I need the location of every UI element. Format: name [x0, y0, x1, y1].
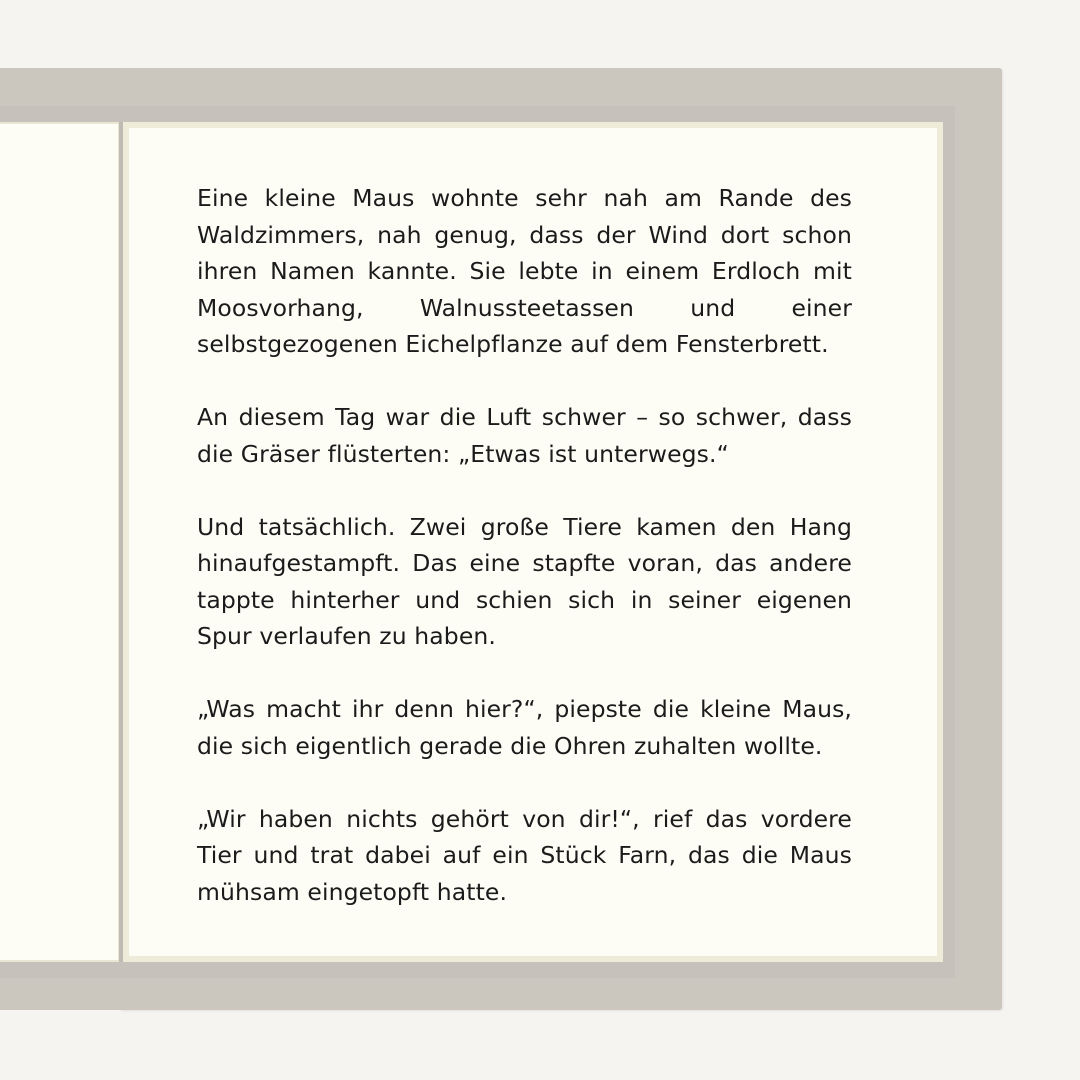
paragraph-4: „Was macht ihr denn hier?“, piepste die kleine Maus, die sich eigentlich gerade die Ohren zuhalten wollte. — [197, 695, 852, 760]
paragraph-2: An diesem Tag war die Luft schwer – so schwer, dass die Gräser flüsterten: „Etwas ist unterwegs.“ — [197, 403, 852, 468]
left-page — [0, 122, 120, 962]
paragraph-1: Eine kleine Maus wohnte sehr nah am Rande des Waldzimmers, nah genug, dass der Wind dort schon ihren Namen kannte. Sie lebte in einem Erdloch mit Moosvorhang, Walnussteetassen und einer selbstgezogenen Eichelpflanze auf dem Fensterbrett. — [197, 184, 852, 358]
story-text — [197, 180, 852, 910]
paragraph-5: „Wir haben nichts gehört von dir!“, rief das vordere Tier und trat dabei auf ein Stück Farn, das die Maus mühsam eingetopft hatte. — [197, 804, 852, 906]
paragraph-3: Und tatsächlich. Zwei große Tiere kamen den Hang hinaufgestampft. Das eine stapfte voran, das andere tappte hinterher und schien sich in seiner eigenen Spur verlaufen zu haben. — [197, 512, 852, 650]
